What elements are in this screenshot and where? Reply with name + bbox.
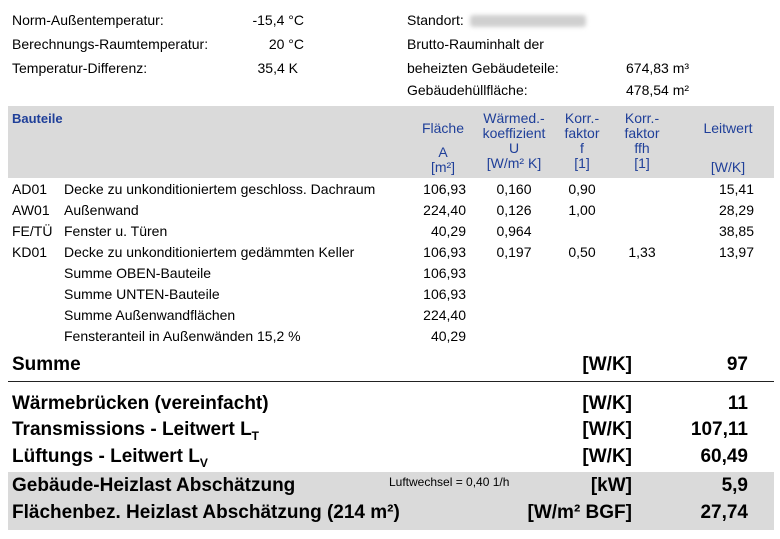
- col-korr-ffh-unit: [1]: [634, 155, 650, 171]
- row-flaeche: 40,29: [430, 223, 466, 239]
- row-leitwert: 13,97: [718, 244, 754, 260]
- col-korr-ffh-header: [616, 111, 668, 171]
- row-u-value: 0,197: [496, 244, 532, 260]
- row-flaeche: 106,93: [423, 286, 466, 302]
- row-flaeche: 40,29: [430, 328, 466, 344]
- lueft-label: [12, 446, 208, 470]
- col-korr-f-title1: Korr.-: [564, 110, 600, 126]
- row-leitwert: 28,29: [718, 202, 754, 218]
- row-korr-f: 0,90: [568, 181, 596, 197]
- trans-label-sub: T: [251, 428, 260, 443]
- row-code: FE/TÜ: [12, 223, 53, 239]
- trans-label-text: Transmissions - Leitwert L: [12, 419, 252, 440]
- col-waerme-title2: koeffizient: [482, 125, 546, 141]
- volume-label-1: Brutto-Rauminhalt der: [407, 36, 544, 52]
- row-u-value: 0,160: [496, 181, 532, 197]
- lueft-label-sub: V: [199, 455, 208, 470]
- col-korr-f-unit: [1]: [574, 155, 590, 171]
- col-flaeche-symbol: A: [438, 144, 448, 160]
- volume-value: 674,83 m³: [626, 60, 690, 76]
- row-korr-f: 1,00: [568, 202, 596, 218]
- standort-label: Standort:: [407, 12, 464, 28]
- col-leitwert-header: [694, 121, 762, 175]
- col-flaeche-unit: [m²]: [430, 159, 456, 175]
- wb-label: Wärmebrücken (vereinfacht): [12, 393, 269, 414]
- flaeche-value: 27,74: [700, 502, 748, 523]
- row-u-value: 0,126: [496, 202, 532, 218]
- heiz-label: Gebäude-Heizlast Abschätzung: [12, 475, 296, 496]
- row-u-value: 0,964: [496, 223, 532, 239]
- col-flaeche-header: [408, 121, 478, 175]
- row-name: Fenster u. Türen: [64, 223, 168, 239]
- row-name: Decke zu unkonditioniertem gedämmten Keller: [64, 244, 355, 260]
- temp-diff-label: Temperatur-Differenz:: [12, 60, 148, 76]
- norm-temp-value: -15,4 °C: [252, 12, 304, 28]
- bauteile-heading: Bauteile: [12, 111, 63, 126]
- heiz-value: 5,9: [721, 475, 748, 496]
- summe-value: 97: [726, 354, 748, 375]
- summe-label: Summe: [12, 354, 81, 375]
- col-korr-f-symbol: f: [580, 140, 584, 156]
- standort-redacted: [470, 15, 586, 27]
- col-korr-ffh-symbol: ffh: [634, 140, 650, 156]
- col-flaeche-title: Fläche: [421, 120, 465, 136]
- col-korr-ffh-title1: Korr.-: [624, 110, 660, 126]
- lueft-unit: [W/K]: [582, 446, 632, 467]
- lueft-value: 60,49: [700, 446, 748, 467]
- lueft-label-text: Lüftungs - Leitwert L: [12, 446, 200, 467]
- trans-label: [12, 419, 259, 443]
- flaeche-unit: [W/m² BGF]: [527, 502, 632, 523]
- row-korr-f: 0,50: [568, 244, 596, 260]
- col-leitwert-unit: [W/K]: [710, 159, 746, 175]
- standort-row: [407, 12, 586, 28]
- col-waerme-symbol: U: [508, 140, 520, 156]
- col-korr-ffh-title2: faktor: [624, 125, 660, 141]
- summe-divider: [8, 381, 774, 382]
- col-korr-f-header: [556, 111, 608, 171]
- row-name: Fensteranteil in Außenwänden 15,2 %: [64, 328, 301, 344]
- row-name: Decke zu unkonditioniertem geschloss. Dachraum: [64, 181, 376, 197]
- row-flaeche: 106,93: [423, 181, 466, 197]
- row-flaeche: 106,93: [423, 244, 466, 260]
- row-name: Summe UNTEN-Bauteile: [64, 286, 220, 302]
- trans-value: 107,11: [690, 419, 748, 440]
- wb-value: 11: [727, 393, 748, 414]
- temp-diff-value: 35,4 K: [257, 60, 298, 76]
- row-leitwert: 15,41: [718, 181, 754, 197]
- row-name: Summe OBEN-Bauteile: [64, 265, 212, 281]
- row-code: AD01: [12, 181, 48, 197]
- wb-unit: [W/K]: [582, 393, 632, 414]
- flaeche-label: Flächenbez. Heizlast Abschätzung (214 m²): [12, 502, 400, 523]
- col-korr-f-title2: faktor: [564, 125, 600, 141]
- row-flaeche: 224,40: [423, 202, 466, 218]
- row-code: AW01: [12, 202, 50, 218]
- luftwechsel-note: Luftwechsel = 0,40 1/h: [389, 475, 510, 489]
- area-value: 478,54 m²: [626, 82, 690, 98]
- col-waerme-header: [476, 111, 552, 171]
- norm-temp-label: Norm-Außentemperatur:: [12, 12, 164, 28]
- room-temp-label: Berechnungs-Raumtemperatur:: [12, 36, 209, 52]
- row-name: Außenwand: [64, 202, 139, 218]
- row-leitwert: 38,85: [718, 223, 754, 239]
- row-flaeche: 224,40: [423, 307, 466, 323]
- row-name: Summe Außenwandflächen: [64, 307, 236, 323]
- heiz-unit: [kW]: [590, 475, 632, 496]
- volume-label-2: beheizten Gebäudeteile:: [407, 60, 559, 76]
- col-waerme-title1: Wärmed.-: [483, 110, 545, 126]
- col-waerme-unit: [W/m² K]: [486, 155, 542, 171]
- row-code: KD01: [12, 244, 48, 260]
- area-label: Gebäudehüllfläche:: [407, 82, 528, 98]
- summe-unit: [W/K]: [582, 354, 632, 375]
- row-korr-ffh: 1,33: [628, 244, 656, 260]
- trans-unit: [W/K]: [582, 419, 632, 440]
- col-leitwert-title: Leitwert: [703, 120, 753, 136]
- row-flaeche: 106,93: [423, 265, 466, 281]
- room-temp-value: 20 °C: [268, 36, 304, 52]
